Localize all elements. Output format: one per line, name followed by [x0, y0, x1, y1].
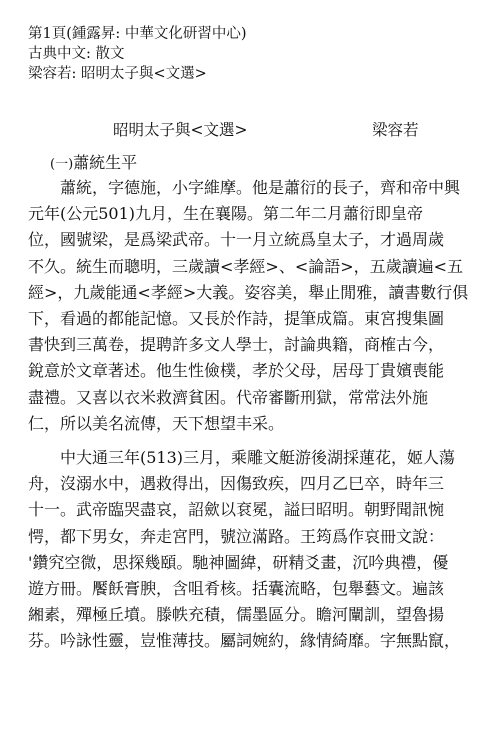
text-line: 芬。吟詠性靈，豈惟薄技。屬詞婉約，緣情綺靡。字無點竄，: [28, 631, 461, 651]
page-header: [28, 24, 468, 84]
text-line: 書快到三萬卷，提聘許多文人學士，討論典籍，商榷古今，: [28, 335, 445, 355]
paragraph-1: [28, 175, 476, 437]
title-row: [0, 118, 500, 142]
text-line: 舟，沒溺水中，遇救得出，因傷致疾，四月乙巳卒，時年三: [28, 474, 445, 494]
article-title: 昭明太子與<文選>: [113, 121, 248, 139]
text-line: 蕭統，字德施，小字維摩。他是蕭衍的長子，齊和帝中興: [60, 178, 461, 197]
text-line: 下，看過的都能記憶。又長於作詩，提筆成篇。東宮搜集圖: [28, 309, 445, 329]
text-line: 位，國號梁，是爲梁武帝。十一月立統爲皇太子，才過周歲: [28, 230, 445, 250]
article-body: [28, 175, 476, 655]
text-line: 經>，九歲能通<孝經>大義。姿容美，舉止閒雅，讀書數行俱: [28, 282, 469, 302]
section-number: (一): [50, 157, 74, 172]
text-line: 中大通三年(513)三月，乘雕文艇游後湖採蓮花，姬人蕩: [60, 448, 456, 468]
header-article-line: 梁容若: 昭明太子與<文選>: [28, 66, 207, 82]
text-line: 愕，都下男女，奔走宮門，號泣滿路。王筠爲作哀冊文說：: [28, 526, 445, 546]
header-source-line: 第1頁(鍾露昇: 中華文化研習中心): [28, 26, 247, 42]
section-heading: [50, 150, 137, 173]
text-line: 遊方冊。饜飫膏腴，含咀肴核。括囊流略，包舉藝文。遍該: [28, 579, 445, 599]
header-category-line: 古典中文: 散文: [28, 46, 125, 62]
article-author: 梁容若: [372, 121, 419, 139]
text-line: 不久。統生而聰明，三歲讀<孝經>、<論語>，五歲讀遍<五: [28, 256, 464, 276]
paragraph-2: [28, 445, 476, 655]
text-line: 仁，所以美名流傳，天下想望丰采。: [28, 413, 285, 433]
text-line: 盡禮。又喜以衣米救濟貧困。代帝審斷刑獄，常常法外施: [28, 387, 429, 407]
text-line: 銳意於文章著述。他生性儉樸，孝於父母，居母丁貴嬪喪能: [28, 361, 445, 381]
text-line: 十一。武帝臨哭盡哀，詔歛以袞冕，謚曰昭明。朝野聞訊惋: [28, 500, 445, 520]
section-heading-text: 蕭統生平: [73, 153, 138, 172]
text-line: 緗素，殫極丘墳。滕帙充積，儒墨區分。瞻河闡訓，望魯揚: [28, 605, 445, 625]
text-line: '鑽究空微，思探幾頤。馳神圖緯，研精爻畫，沉吟典禮，優: [28, 552, 449, 572]
text-line: 元年(公元501)九月，生在襄陽。第二年二月蕭衍即皇帝: [28, 204, 424, 224]
